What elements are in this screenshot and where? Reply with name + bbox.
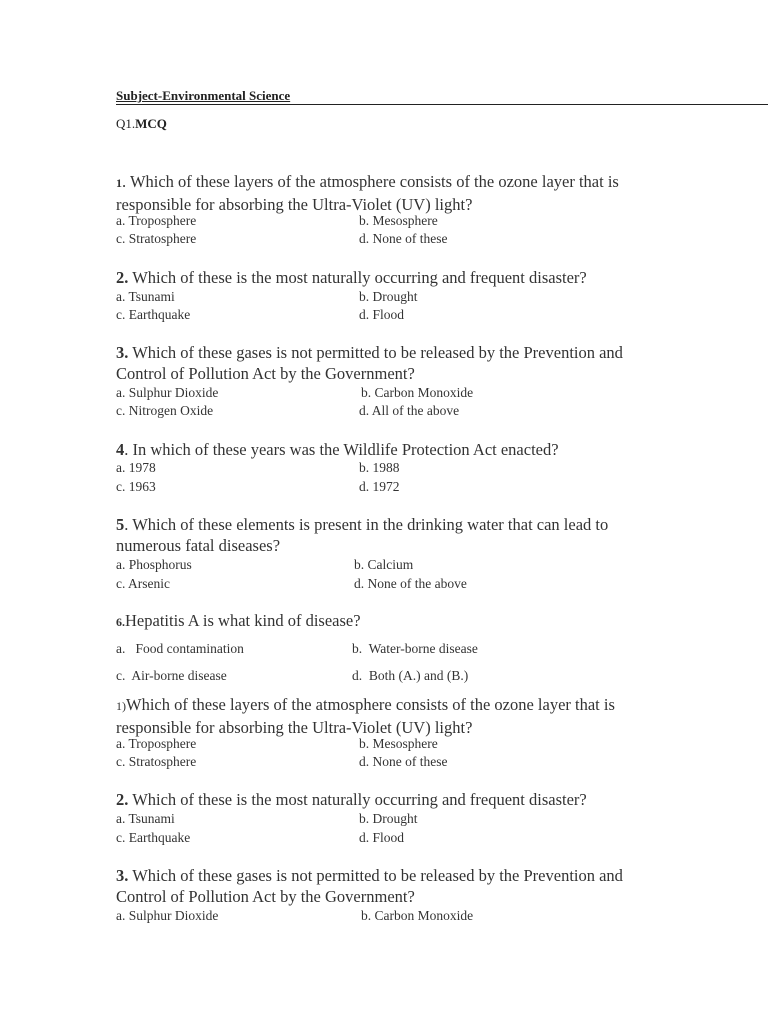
option-a: a. Troposphere: [116, 736, 197, 751]
section-prefix: Q1.: [116, 116, 136, 131]
option-d: d. 1972: [359, 479, 400, 494]
option-b: b. Mesosphere: [359, 213, 438, 228]
option-d: d. Both (A.) and (B.): [352, 668, 469, 683]
option-a: a. Tsunami: [116, 289, 175, 304]
question-number: 4: [116, 440, 125, 459]
question-number: 3.: [116, 343, 129, 362]
question-text: 6.Hepatitis A is what kind of disease?: [116, 611, 361, 630]
option-c: c. Earthquake: [116, 307, 191, 322]
question-text: 3. Which of these gases is not permitted to be released by the Prevention and Control of Pollution Act by the Government?: [116, 866, 623, 906]
section-label: MCQ: [135, 116, 167, 131]
option-d: d. All of the above: [359, 403, 460, 418]
option-c: c. 1963: [116, 479, 156, 494]
option-d: d. Flood: [359, 307, 405, 322]
option-d: d. None of these: [359, 754, 448, 769]
subject-heading: Subject-Environmental Science: [116, 88, 768, 105]
option-c: c. Air-borne disease: [116, 668, 227, 683]
option-d: d. None of these: [359, 231, 448, 246]
option-b: b. Carbon Monoxide: [361, 908, 474, 923]
question-number: 2.: [116, 268, 129, 287]
option-c: c. Arsenic: [116, 576, 170, 591]
option-c: c. Stratosphere: [116, 231, 197, 246]
question-number: 1: [116, 176, 122, 190]
question-text: 4. In which of these years was the Wildlife Protection Act enacted?: [116, 440, 559, 459]
option-b: b. Drought: [359, 811, 418, 826]
option-a: a. Food contamination: [116, 641, 244, 656]
question-text: 2. Which of these is the most naturally occurring and frequent disaster?: [116, 268, 587, 287]
option-b: b. 1988: [359, 460, 400, 475]
option-b: b. Carbon Monoxide: [361, 385, 474, 400]
option-a: a. Tsunami: [116, 811, 175, 826]
option-d: d. None of the above: [354, 576, 467, 591]
question-text: 2. Which of these is the most naturally occurring and frequent disaster?: [116, 790, 587, 809]
question-number: 5: [116, 515, 125, 534]
question-text: 1. Which of these layers of the atmosphere consists of the ozone layer that is responsible for absorbing the Ultra-Violet (UV) light?: [116, 172, 619, 214]
option-a: a. Troposphere: [116, 213, 197, 228]
question-number: 6.: [116, 615, 125, 629]
question-text: 1)Which of these layers of the atmosphere consists of the ozone layer that is responsible for absorbing the Ultra-Violet (UV) light?: [116, 695, 615, 737]
question-text: 3. Which of these gases is not permitted to be released by the Prevention and Control of Pollution Act by the Government?: [116, 343, 623, 383]
section-heading: [116, 116, 167, 132]
option-b: b. Calcium: [354, 557, 414, 572]
option-a: a. 1978: [116, 460, 156, 475]
question-text: 5. Which of these elements is present in the drinking water that can lead to numerous fatal diseases?: [116, 515, 609, 555]
question-number: 3.: [116, 866, 129, 885]
question-number: 2.: [116, 790, 129, 809]
option-a: a. Sulphur Dioxide: [116, 385, 219, 400]
option-c: c. Earthquake: [116, 830, 191, 845]
option-d: d. Flood: [359, 830, 405, 845]
option-a: a. Sulphur Dioxide: [116, 908, 219, 923]
option-a: a. Phosphorus: [116, 557, 192, 572]
option-b: b. Drought: [359, 289, 418, 304]
option-b: b. Mesosphere: [359, 736, 438, 751]
option-c: c. Nitrogen Oxide: [116, 403, 214, 418]
question-number: 1): [116, 699, 126, 713]
option-c: c. Stratosphere: [116, 754, 197, 769]
option-b: b. Water-borne disease: [352, 641, 478, 656]
